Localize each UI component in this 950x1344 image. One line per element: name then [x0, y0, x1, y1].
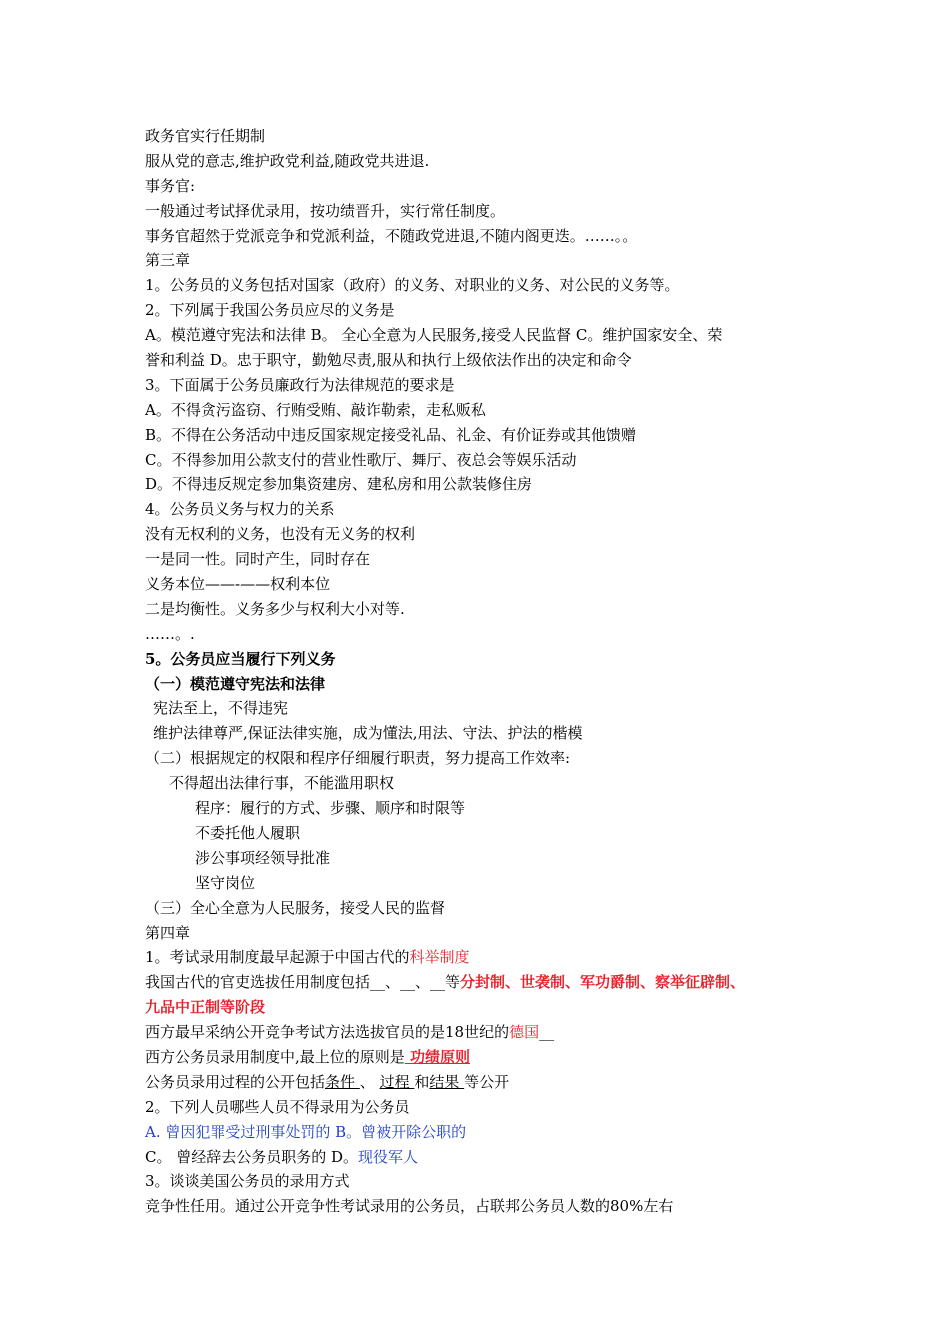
question-text: 1。考试录用制度最早起源于中国古代的	[145, 948, 410, 967]
text-line: 二是均衡性。义务多少与权利大小对等.	[145, 599, 405, 618]
question-line: 4。公务员义务与权力的关系	[145, 500, 335, 519]
option-text: C。 曾经辞去公务员职务的 D。	[145, 1147, 359, 1166]
question-text: 公务员录用过程的公开包括	[145, 1072, 326, 1091]
chapter-heading: 第四章	[145, 923, 191, 942]
text-line: 坚守岗位	[195, 873, 256, 892]
underlined-answer: 条件	[325, 1072, 360, 1091]
option-line: D。不得违反规定参加集资建房、建私房和用公款装修住房	[145, 475, 533, 494]
blank-fields: __	[539, 1023, 555, 1042]
option-line	[145, 1145, 835, 1170]
underlined-answer: 结果	[429, 1072, 465, 1091]
text-line: 事务官:	[145, 176, 196, 195]
question-text: 西方最早采纳公开竞争考试方法选拔官员的是18世纪的	[145, 1023, 510, 1042]
text-line: 宪法至上，不得违宪	[153, 699, 289, 718]
answer-text: 现役军人	[358, 1147, 419, 1166]
question-line: 3。谈谈美国公务员的录用方式	[145, 1172, 350, 1191]
text-line: 一是同一性。同时产生，同时存在	[145, 550, 371, 569]
subsection-heading: （三）全心全意为人民服务，接受人民的监督	[145, 898, 446, 917]
answer-text: 科举制度	[409, 948, 470, 967]
question-line	[145, 945, 835, 970]
subsection-heading: （二）根据规定的权限和程序仔细履行职责，努力提高工作效率:	[145, 749, 571, 768]
document-page	[145, 124, 835, 1219]
answer-text: 分封制、世袭制、军功爵制、察举征辟制、	[460, 973, 746, 992]
question-line: 2。下列人员哪些人员不得录用为公务员	[145, 1097, 410, 1116]
question-text: 等公开	[464, 1072, 510, 1091]
answer-text: 功绩原则	[404, 1047, 471, 1066]
underlined-answer: 过程	[379, 1072, 415, 1091]
question-text: 等	[445, 973, 461, 992]
separator-text: 、	[359, 1072, 380, 1091]
text-line: 不得超出法律行事，不能滥用职权	[169, 774, 395, 793]
text-line: ……。.	[145, 624, 195, 643]
answer-text: 九品中正制等阶段	[145, 998, 266, 1017]
option-line: A。模范遵守宪法和法律 B。 全心全意为人民服务,接受人民监督 C。维护国家安全、荣	[145, 326, 723, 345]
text-line: 竞争性任用。通过公开竞争性考试录用的公务员，占联邦公务员人数的80%左右	[145, 1197, 674, 1216]
question-text: 我国古代的官吏选拔任用制度包括	[145, 973, 371, 992]
question-line	[145, 970, 835, 995]
option-line: B。不得在公务活动中违反国家规定接受礼品、礼金、有价证券或其他馈赠	[145, 425, 637, 444]
text-line: 维护法律尊严,保证法律实施，成为懂法,用法、守法、护法的楷模	[153, 724, 583, 743]
answer-text: A. 曾因犯罪受过刑事处罚的 B。曾被开除公职的	[145, 1122, 467, 1141]
question-line: 3。下面属于公务员廉政行为法律规范的要求是	[145, 375, 455, 394]
text-line: 1。公务员的义务包括对国家（政府）的义务、对职业的义务、对公民的义务等。	[145, 276, 680, 295]
question-line	[145, 1020, 835, 1045]
text-line: 事务官超然于党派竞争和党派利益，不随政党进退,不随内阁更迭。……。。	[145, 226, 638, 245]
text-line: 涉公事项经领导批准	[195, 848, 331, 867]
question-line: 2。下列属于我国公务员应尽的义务是	[145, 301, 395, 320]
chapter-heading: 第三章	[145, 251, 191, 270]
blank-fields: __、__、__	[370, 973, 446, 992]
text-line: 政务官实行任期制	[145, 127, 266, 145]
text-line: 义务本位——-——权利本位	[145, 575, 331, 594]
separator-text: 和	[414, 1072, 430, 1091]
option-line: C。不得参加用公款支付的营业性歌厅、舞厅、夜总会等娱乐活动	[145, 450, 577, 469]
text-line: 一般通过考试择优录用，按功绩晋升，实行常任制度。	[145, 201, 506, 220]
text-line: 服从党的意志,维护政党利益,随政党共进退.	[145, 151, 430, 170]
answer-text: 德国	[509, 1023, 540, 1042]
section-heading: 5。公务员应当履行下列义务	[145, 649, 336, 668]
text-line: 程序：履行的方式、步骤、顺序和时限等	[195, 799, 466, 818]
text-line: 不委托他人履职	[195, 823, 301, 842]
question-line	[145, 1045, 835, 1070]
option-line: 誉和利益 D。忠于职守，勤勉尽责,服从和执行上级依法作出的决定和命令	[145, 351, 632, 370]
question-line	[145, 1070, 835, 1095]
subsection-heading: （一）模范遵守宪法和法律	[145, 674, 326, 693]
text-line: 没有无权利的义务，也没有无义务的权利	[145, 525, 416, 544]
question-text: 西方公务员录用制度中,最上位的原则是	[145, 1047, 405, 1066]
option-line: A。不得贪污盗窃、行贿受贿、敲诈勒索，走私贩私	[145, 400, 486, 419]
